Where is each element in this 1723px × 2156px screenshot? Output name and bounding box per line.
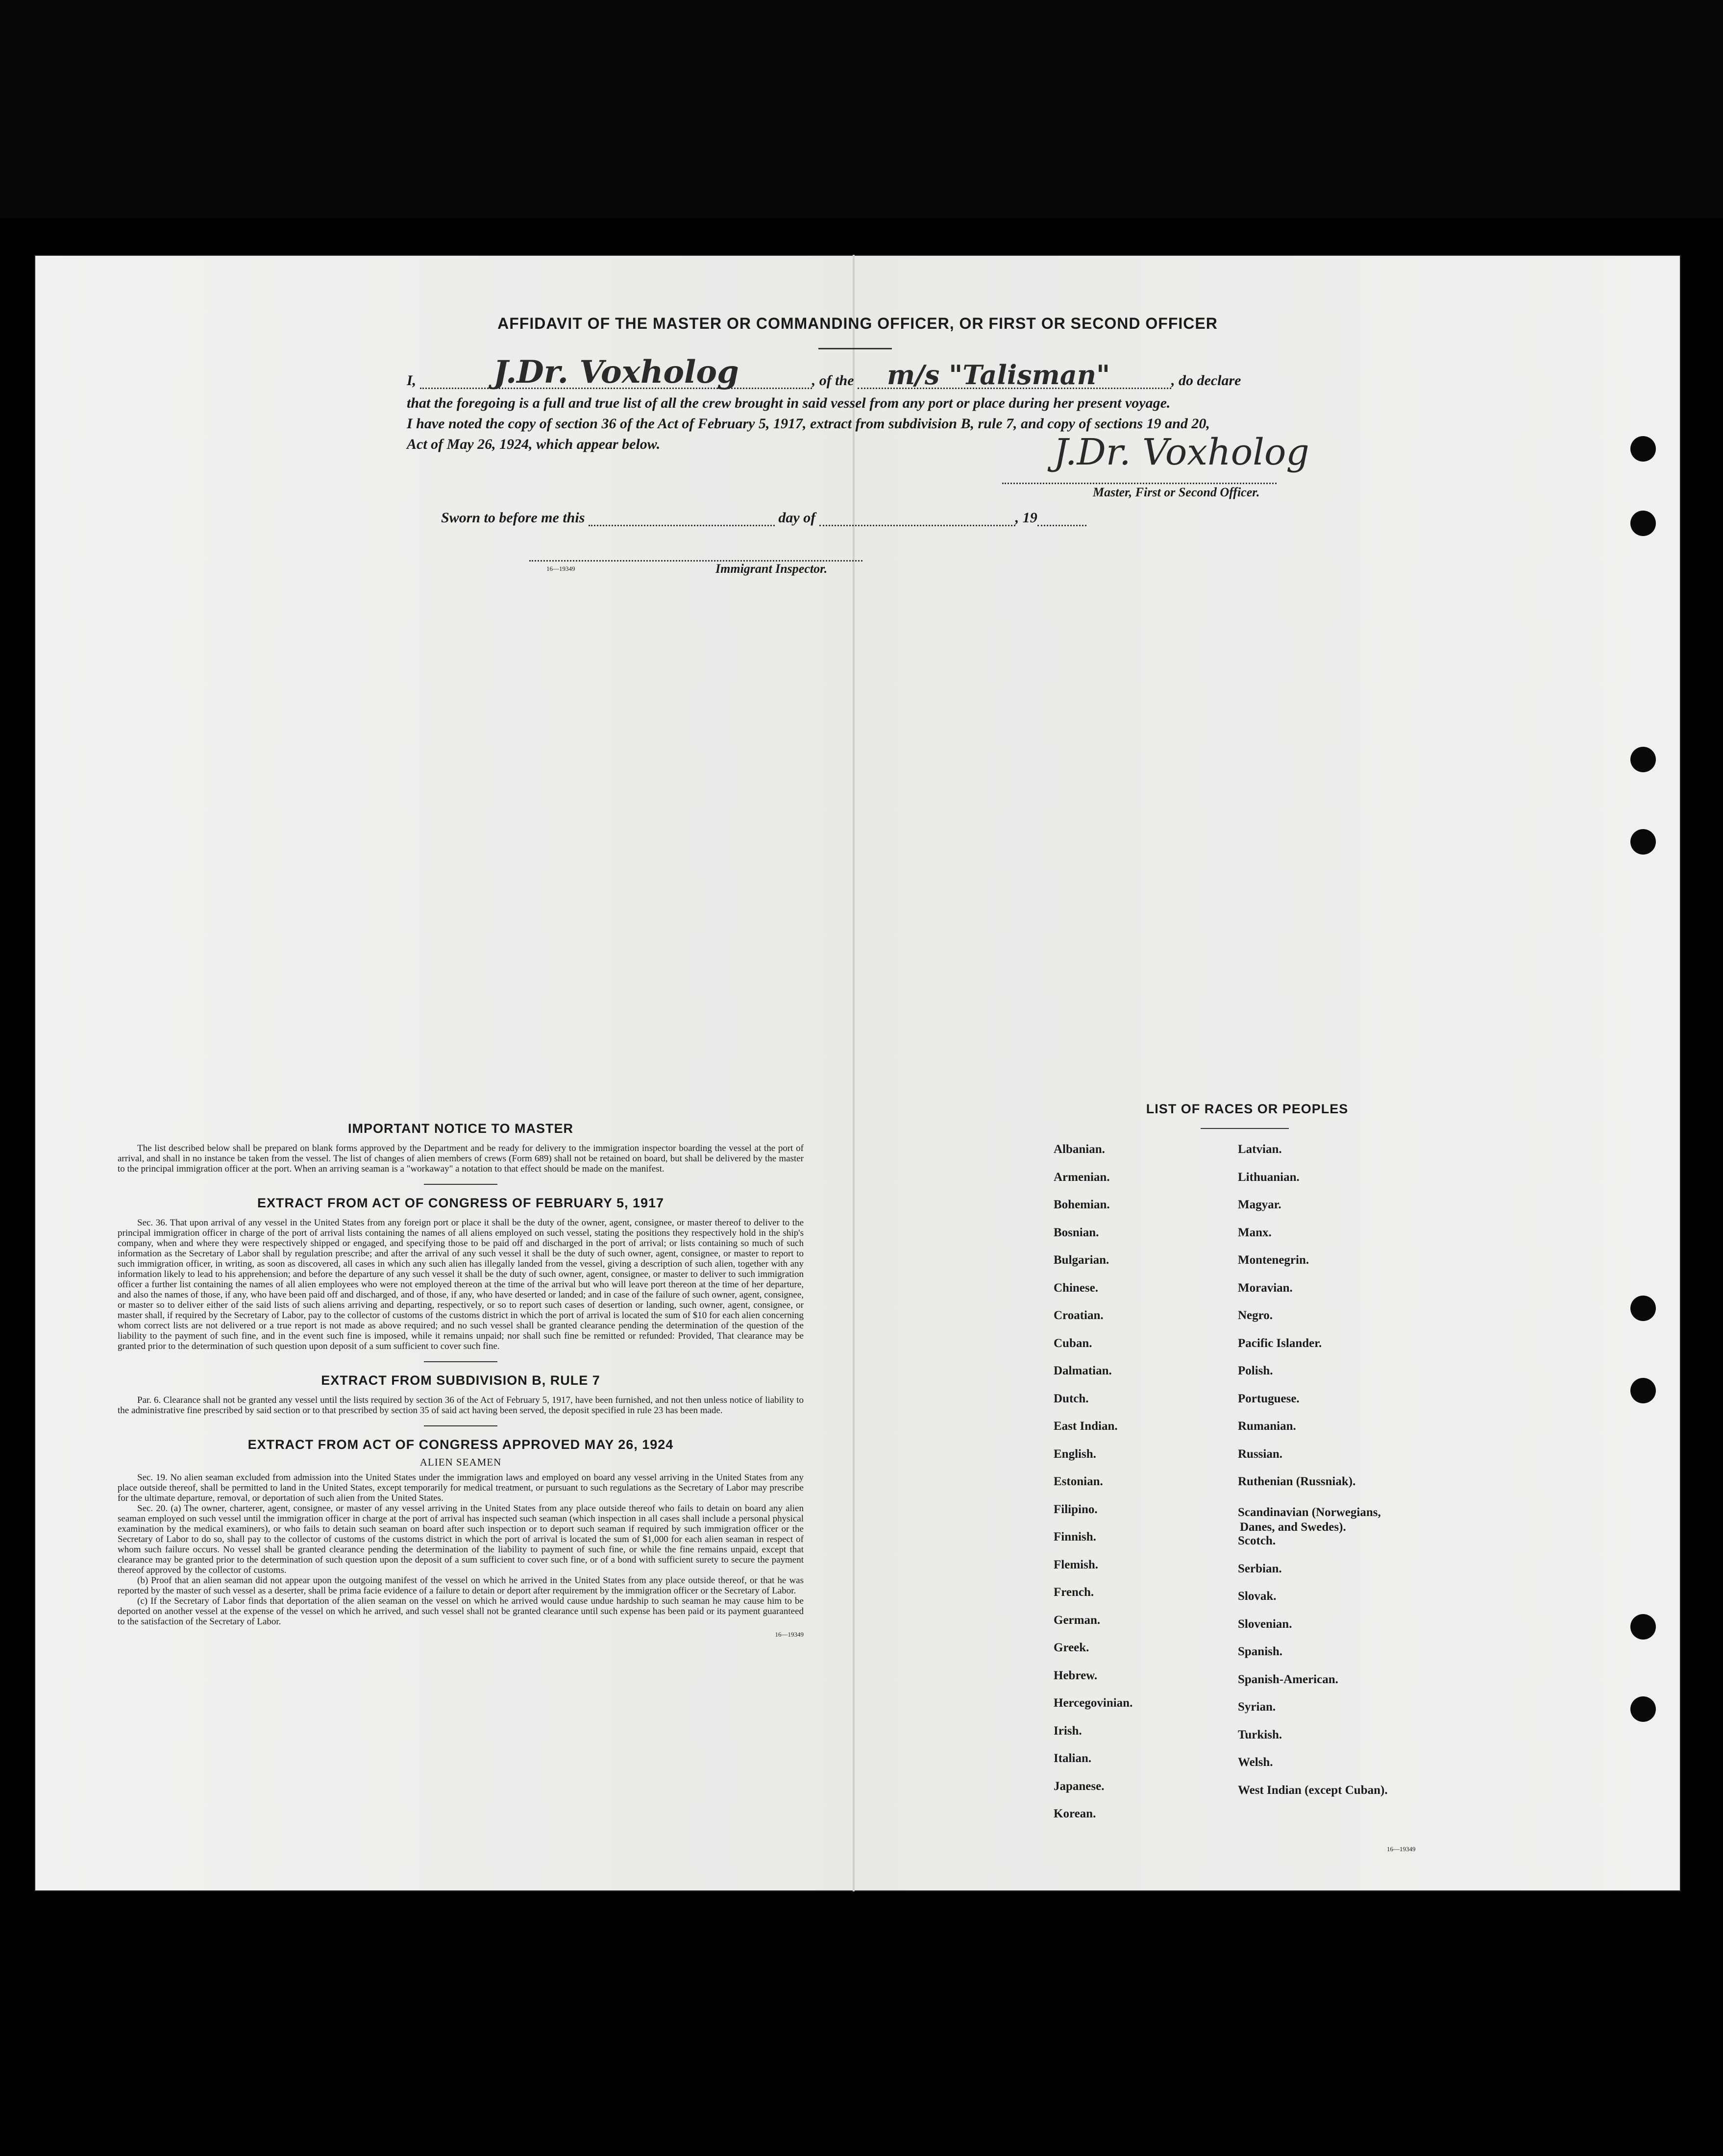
sec20b-text: (b) Proof that an alien seaman did not appear upon the outgoing manifest of the vessel on which he arrived in the United States from any place outside thereof, or that he was reported by the master of such vessel as a deserter, shall be prima facie evidence of a failure to detain or deport after requirement by the immigration officer or the Secretary of Labor. — [118, 1575, 804, 1596]
alien-seamen-subtitle: ALIEN SEAMEN — [419, 1456, 502, 1468]
inspector-caption: Immigrant Inspector. — [715, 562, 828, 576]
race-item: Welsh. — [1238, 1756, 1273, 1769]
punch-hole — [1630, 1614, 1656, 1640]
race-item: Spanish. — [1238, 1645, 1283, 1658]
punch-hole — [1630, 747, 1656, 772]
race-item: Spanish-American. — [1238, 1672, 1338, 1686]
race-item: East Indian. — [1054, 1420, 1118, 1433]
punch-hole — [1630, 436, 1656, 462]
notice-text: The list described below shall be prepared on blank forms approved by the Department and be ready for delivery to the immigration inspector boarding the vessel at the port of arrival, and shall in no instance be taken from the vessel. The list of changes of alien members of crews (Form 689) shall not be retained on board, but shall be delivered by the master to the principal immigration officer at the port. When an arriving seaman is a "workaway" a notation to that effect should be made on the manifest. — [118, 1143, 804, 1174]
signature-line — [1002, 483, 1277, 484]
race-item: Manx. — [1238, 1225, 1272, 1239]
races-title: LIST OF RACES OR PEOPLES — [1146, 1102, 1349, 1116]
i-label: I, — [407, 372, 417, 389]
affidavit-line1 — [407, 354, 1362, 391]
form-number: 16—19349 — [1387, 1845, 1416, 1853]
divider — [424, 1361, 497, 1362]
race-item: Cuban. — [1054, 1336, 1092, 1350]
race-item: Negro. — [1238, 1309, 1273, 1322]
race-item: Turkish. — [1238, 1728, 1282, 1741]
race-item: Serbian. — [1238, 1562, 1282, 1575]
form-number: 16—19349 — [546, 565, 575, 572]
race-item: Estonian. — [1054, 1475, 1103, 1488]
divider — [424, 1184, 497, 1185]
race-item: Moravian. — [1238, 1281, 1293, 1295]
race-item: Slovak. — [1238, 1590, 1277, 1603]
day-of-label: day of — [778, 510, 816, 526]
signature-caption: Master, First or Second Officer. — [1093, 485, 1260, 499]
subdivision-title: EXTRACT FROM SUBDIVISION B, RULE 7 — [321, 1373, 600, 1388]
race-item: Chinese. — [1054, 1281, 1098, 1295]
race-item: Latvian. — [1238, 1143, 1282, 1156]
extract1917-title: EXTRACT FROM ACT OF CONGRESS OF FEBRUARY 5, 1917 — [257, 1196, 665, 1210]
race-item: Bohemian. — [1054, 1198, 1110, 1211]
punch-hole — [1630, 1378, 1656, 1403]
signer-field — [420, 354, 812, 391]
race-item: Filipino. — [1054, 1502, 1098, 1516]
center-fold — [853, 255, 855, 1891]
race-item: Japanese. — [1054, 1779, 1105, 1793]
master-signature: J.Dr. Voxholog — [1054, 431, 1309, 473]
race-item: Korean. — [1054, 1807, 1096, 1820]
punch-hole — [1630, 1696, 1656, 1722]
race-item: French. — [1054, 1586, 1094, 1599]
race-item: Polish. — [1238, 1364, 1273, 1377]
race-item: Dutch. — [1054, 1392, 1089, 1405]
notice-column — [118, 1121, 804, 1639]
punch-hole — [1630, 1296, 1656, 1321]
notice-title: IMPORTANT NOTICE TO MASTER — [348, 1121, 573, 1136]
race-item: Finnish. — [1054, 1530, 1096, 1544]
extract1924-title: EXTRACT FROM ACT OF CONGRESS APPROVED MAY 26, 1924 — [247, 1437, 674, 1452]
document-page — [34, 255, 1681, 1891]
race-item: West Indian (except Cuban). — [1238, 1783, 1388, 1797]
race-item: Slovenian. — [1238, 1617, 1292, 1631]
race-item: Italian. — [1054, 1752, 1092, 1765]
affidavit-title: AFFIDAVIT OF THE MASTER OR COMMANDING OFFICER, OR FIRST OR SECOND OFFICER — [497, 315, 1218, 332]
race-item: Bosnian. — [1054, 1225, 1099, 1239]
race-item: German. — [1054, 1613, 1101, 1627]
vessel-field — [858, 359, 1171, 391]
race-item: Croatian. — [1054, 1309, 1104, 1322]
divider — [818, 348, 892, 349]
race-item: Pacific Islander. — [1238, 1336, 1322, 1350]
affidavit-line4: Act of May 26, 1924, which appear below. — [407, 436, 661, 452]
rule7-text: Par. 6. Clearance shall not be granted any vessel until the lists required by section 36 of the Act of February 5, 1917, have been furnished, and not then unless notice of liability to the administrative fine prescribed by said section or to that prescribed by section 35 of said act having been served, the deposit specified in rule 23 has been made. — [118, 1395, 804, 1416]
sworn-day-field — [589, 525, 775, 526]
signer-handwriting: J.Dr. Voxholog — [493, 354, 739, 391]
race-item: Irish. — [1054, 1724, 1082, 1738]
divider — [1201, 1128, 1289, 1129]
race-item: Hebrew. — [1054, 1668, 1098, 1682]
affidavit-line2: that the foregoing is a full and true list of all the crew brought in said vessel from any port or place during her present voyage. — [407, 395, 1171, 411]
race-item: Bulgarian. — [1054, 1253, 1109, 1267]
race-item: Scandinavian (Norwegians, — [1238, 1505, 1381, 1519]
race-item: Lithuanian. — [1238, 1170, 1300, 1184]
race-item: Hercegovinian. — [1054, 1696, 1133, 1710]
sworn-prefix: Sworn to before me this — [441, 510, 585, 526]
race-item: Syrian. — [1238, 1700, 1276, 1714]
race-item: Magyar. — [1238, 1198, 1281, 1211]
affidavit-line3: I have noted the copy of section 36 of the Act of February 5, 1917, extract from subdivision B, rule 7, and copy of sections 19 and 20, — [407, 416, 1210, 432]
race-item: Russian. — [1238, 1447, 1283, 1461]
vessel-handwriting: m/s "Talisman" — [887, 359, 1110, 391]
race-item: Dalmatian. — [1054, 1364, 1112, 1377]
sec19-text: Sec. 19. No alien seaman excluded from admission into the United States under the immigration laws and employed on board any vessel arriving in the United States from any place outside thereof, shall be permitted to land in the United States, except temporarily for medical treatment, or pursuant to such regulations as the Secretary of Labor may prescribe for the ultimate departure, removal, or deportation of such alien from the United States. — [118, 1472, 804, 1503]
dark-top-band — [0, 0, 1723, 218]
sworn-month-field — [819, 525, 1015, 526]
race-item: Scotch. — [1238, 1534, 1276, 1547]
race-item: Danes, and Swedes). — [1240, 1520, 1346, 1534]
race-item: Greek. — [1054, 1641, 1089, 1654]
sworn-line — [441, 510, 1086, 526]
of-the-label: , of the — [812, 372, 854, 389]
sec36-text: Sec. 36. That upon arrival of any vessel in the United States from any foreign port or place it shall be the duty of the owner, agent, consignee, or master thereof to deliver to the principal immigration officer in charge of the port of arrival lists containing the names of all aliens employed on such vessel, stating the positions they respectively hold in the ship's company, when and where they were respectively shipped or engaged, and specifying those to be paid off and discharged in the port of arrival; or lists containing so much of such information as the Secretary of Labor shall by regulation prescribe; and after the arrival of any such vessel it shall be the duty of such owner, agent, consignee, or master to report to such immigration officer, in writing, as soon as discovered, all cases in which any such alien has illegally landed from the vessel, giving a description of such alien, together with any information likely to lead to his apprehension; and before the departure of any such vessel it shall be the duty of such owner, agent, consignee, or master to deliver to such immigration officer a further list containing the names of all alien employees who were not employed thereon at the time of the arrival but who will leave port thereon at the time of her departure, and also the names of those, if any, who have been paid off and discharged, and of those, if any, who have deserted or landed; and in case of the failure of such owner, agent, consignee, or master so to deliver either of the said lists of such aliens arriving and departing, respectively, or so to report such cases of desertion or landing, such owner, agent, consignee, or master shall, if required by the Secretary of Labor, pay to the collector of customs of the customs district in which the port of arrival is located the sum of $10 for each alien concerning whom correct lists are not delivered or a true report is not made as above required; and no such vessel shall be granted clearance pending the determination of the question of the liability to the payment of such fine, and in the event such fine is imposed, while it remains unpaid; nor shall such fine be remitted or refunded: Provided, That clearance may be granted prior to the determination of such question upon deposit of a sum sufficient to cover such fine. — [118, 1218, 804, 1351]
sec20c-text: (c) If the Secretary of Labor finds that deportation of the alien seaman on the vessel on which he arrived would cause undue hardship to such seaman he may cause him to be deported on another vessel at the expense of the vessel on which he arrived, and such vessel shall not be granted clearance until such expense has been paid or its payment guaranteed to the satisfaction of the Secretary of Labor. — [118, 1596, 804, 1627]
divider — [424, 1425, 497, 1426]
year-label: , 19 — [1015, 510, 1037, 526]
race-item: English. — [1054, 1447, 1096, 1461]
race-item: Armenian. — [1054, 1170, 1110, 1184]
race-item: Montenegrin. — [1238, 1253, 1309, 1267]
race-item: Albanian. — [1054, 1143, 1105, 1156]
punch-hole — [1630, 511, 1656, 536]
declare-label: , do declare — [1171, 372, 1241, 389]
sec20a-text: Sec. 20. (a) The owner, charterer, agent, consignee, or master of any vessel arriving in the United States from any place outside thereof who fails to detain on board any alien seaman employed on such vessel until the immigration officer in charge at the port of arrival has inspected such seaman (which inspection in all cases shall include a personal physical examination by the medical examiners), or who fails to detain such seaman on board after such inspection or to deport such seaman if required by such immigration officer or the Secretary of Labor to do so, shall pay to the collector of customs of the customs district in which the port of arrival is located the sum of $1,000 for each alien seaman in respect of whom such failure occurs. No vessel shall be granted clearance pending the determination of the liability to payment of such fine, or while the fine remains unpaid, except that clearance may be granted prior to the determination of such question upon the deposit of a sum sufficient to cover such fine, or of a bond with sufficient surety to secure the payment thereof approved by the collector of customs. — [118, 1503, 804, 1575]
race-item: Flemish. — [1054, 1558, 1098, 1571]
sworn-year-field — [1037, 525, 1086, 526]
form-number: 16—19349 — [775, 1631, 804, 1638]
punch-hole — [1630, 829, 1656, 855]
race-item: Portuguese. — [1238, 1392, 1300, 1405]
race-item: Rumanian. — [1238, 1420, 1296, 1433]
race-item: Ruthenian (Russniak). — [1238, 1475, 1356, 1488]
